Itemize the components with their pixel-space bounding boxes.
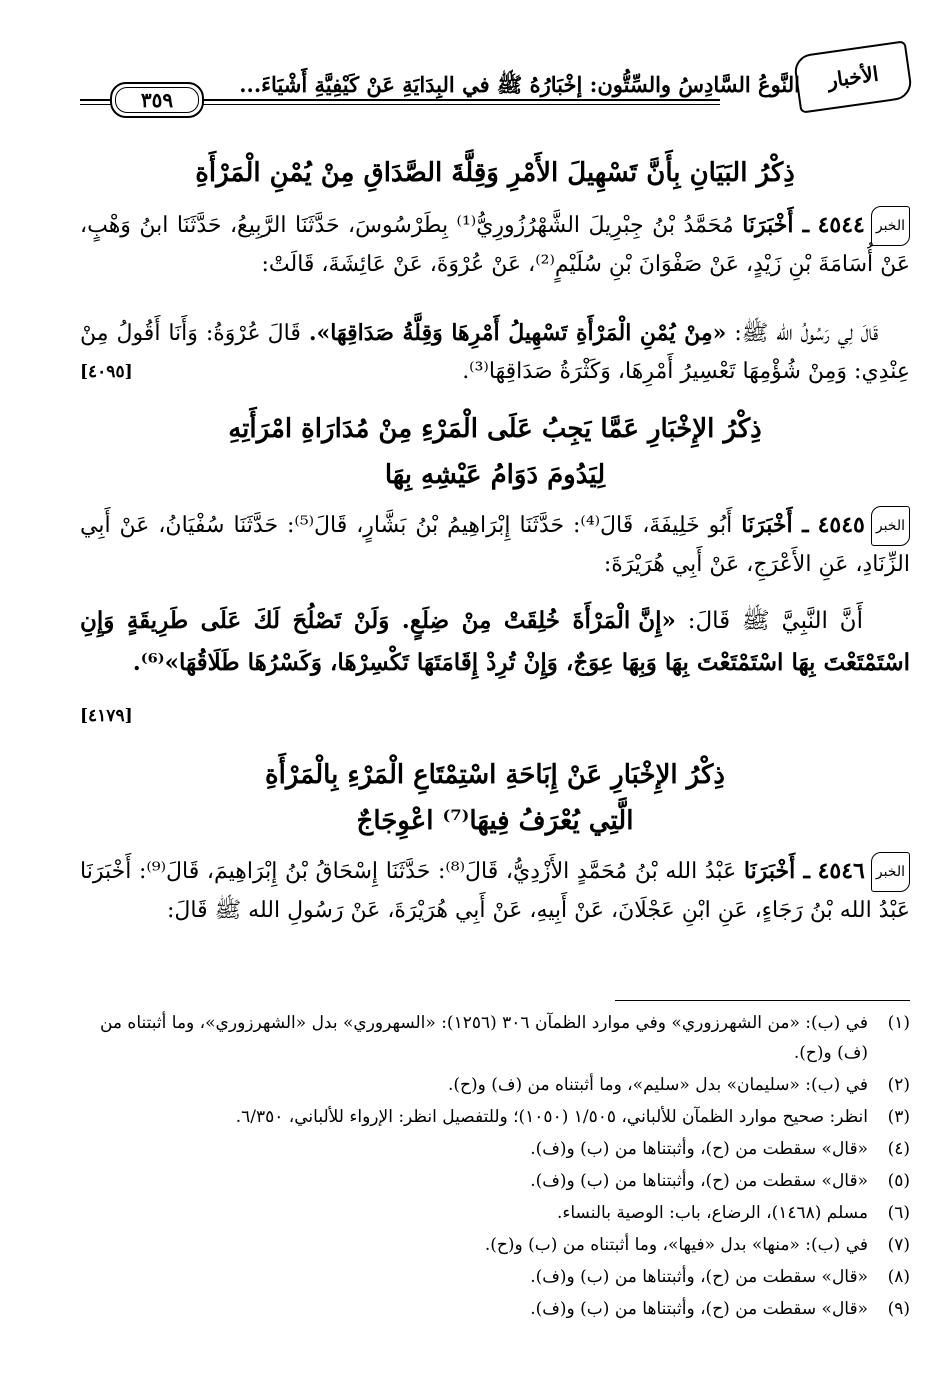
footnote-text: في (ب): «سليمان» بدل «سليم»، وما أثبتناه من (ف) و(ح).: [447, 1075, 868, 1095]
footnote-separator: [615, 1000, 910, 1001]
matn-intro: قَالَ لِي رَسُولُ الله ﷺ:: [734, 321, 879, 346]
hadith-number: ٤٥٤٥: [817, 512, 865, 538]
footnote-text: في (ب): «منها» بدل «فيها»، وما أثبتناه من (ب) و(ح).: [484, 1235, 868, 1255]
footnote: [80, 1262, 910, 1292]
footnote-number: (٦): [887, 1203, 910, 1223]
hadith-marker: الخبر: [871, 506, 910, 546]
hadith-number: ٤٥٤٤: [817, 212, 865, 238]
matn-comment: قَالَ عُرْوَةُ: وَأَنَا أَقُولُ مِنْ عِنْدِي: وَمِنْ شُؤْمِهَا تَعْسِيرُ أَمْرِهَا، وَكَثْرَةُ صَدَاقِهَا⁽³⁾.: [80, 321, 910, 384]
isnad: مُحَمَّدُ بْنُ جِبْرِيلَ الشَّهْرُزُورِيُّ⁽¹⁾ بِطَرْسُوسَ، حَدَّثَنَا الرَّبِيعُ، حَدَّثَنَا ابنُ وَهْبٍ، عَنْ أُسَامَةَ بْنِ زَيْدٍ، عَنْ صَفْوَانَ بْنِ سُلَيْمٍ⁽²⁾، عَنْ عُرْوَةَ، عَنْ عَائِشَةَ، قَالَتْ:: [80, 213, 910, 277]
footnote: [80, 1294, 910, 1324]
footnote: [80, 1008, 910, 1068]
footnote-text: «قال» سقطت من (ح)، وأثبتناها من (ب) و(ف).: [530, 1299, 868, 1319]
hadith-block: [80, 206, 910, 284]
matn-block: [80, 314, 910, 391]
footnote-text: في (ب): «من الشهرزوري» وفي موارد الظمآن ٣٠٦ (١٢٥٦): «السهروري» بدل «الشهرزوري»، وما أثبتناه من (ف) و(ح).: [99, 1013, 868, 1063]
hadith-marker: الخبر: [871, 206, 910, 246]
section-heading-line2: لِيَدُومَ دَوَامُ عَيْشِهِ بِهَا: [384, 460, 606, 490]
hadith-block: [80, 506, 910, 584]
akhbarana: ـ أَخْبَرَنَا: [743, 858, 810, 884]
footnote: [80, 1102, 910, 1132]
chapter-badge: [793, 40, 914, 113]
section-heading: ذِكْرُ الإِخْبَارِ عَمَّا يَجِبُ عَلَى الْمَرْءِ مِنْ مُدَارَاةِ امْرَأَتِهِ: [228, 414, 762, 444]
hadith-marker: الخبر: [871, 852, 910, 892]
footnote-number: (١): [887, 1013, 910, 1033]
akhbarana: ـ أَخْبَرَنَا: [741, 512, 809, 538]
matn-block: [80, 600, 910, 684]
section-heading: ذِكْرُ البَيَانِ بِأَنَّ تَسْهِيلَ الأَمْرِ وَقِلَّةَ الصَّدَاقِ مِنْ يُمْنِ الْمَرْأَةِ: [195, 158, 795, 188]
hadith-block: [80, 852, 910, 930]
footnote-number: (٢): [887, 1075, 910, 1095]
footnote-number: (٤): [887, 1139, 910, 1159]
matn-text: «مِنْ يُمْنِ الْمَرْأَةِ تَسْهِيلُ أَمْرِهَا وَقِلَّةُ صَدَاقِهَا».: [308, 320, 727, 346]
footnote-number: (٣): [887, 1107, 910, 1127]
akhbarana: ـ أَخْبَرَنَا: [742, 212, 810, 238]
footnote: [80, 1198, 910, 1228]
matn-text: «إِنَّ الْمَرْأَةَ خُلِقَتْ مِنْ ضِلَعٍ. وَلَنْ تَصْلُحَ لَكَ عَلَى طَرِيقَةٍ وَإِنِ اسْتَمْتَعْتَ بِهَا اسْتَمْتَعْتَ بِهَا وَبِهَا عِوَجٌ، وَإِنْ تُرِدْ إِقَامَتَهَا تَكْسِرْهَا، وَكَسْرُهَا طَلَاقُهَا»⁽⁶⁾.: [80, 607, 910, 676]
footnote: [80, 1070, 910, 1100]
running-title: النَّوعُ السَّادِسُ والسِّتُّون: إخْبَارُهُ ﷺ في البِدَايَةِ عَنْ كَيْفِيَّةِ أَشْيَاءَ...: [239, 72, 800, 97]
footnote-number: (٧): [887, 1235, 910, 1255]
section-heading: ذِكْرُ الإِخْبَارِ عَنْ إِبَاحَةِ اسْتِمْتَاعِ الْمَرْءِ بِالْمَرْأَةِ: [265, 760, 725, 790]
footnote-text: «قال» سقطت من (ح)، وأثبتناها من (ب) و(ف).: [530, 1267, 868, 1287]
cross-reference: [٤٠٩٥]: [80, 362, 133, 382]
page-number: ٣٥٩: [140, 88, 174, 112]
section-heading-line2: الَّتِي يُعْرَفُ فِيهَا⁽⁷⁾ اعْوِجَاجٌ: [356, 806, 634, 836]
footnote-text: «قال» سقطت من (ح)، وأثبتناها من (ب) و(ف).: [530, 1139, 868, 1159]
footnote-text: انظر: صحيح موارد الظمآن للألباني، ١/٥٠٥ (١٠٥٠)؛ وللتفصيل انظر: الإرواء للألباني، ٦/٣٥٠.: [235, 1107, 868, 1127]
footnote-number: (٨): [887, 1267, 910, 1287]
page-number-frame: [110, 82, 204, 118]
footnote-number: (٩): [887, 1299, 910, 1319]
isnad: عَبْدُ الله بْنُ مُحَمَّدٍ الأَزْدِيُّ، قَالَ⁽⁸⁾: حَدَّثَنَا إِسْحَاقُ بْنُ إِبْرَاهِيمَ، قَالَ⁽⁹⁾: أَخْبَرَنَا عَبْدُ الله بْنُ رَجَاءٍ، عَنِ ابْنِ عَجْلَانَ، عَنْ أَبِيهِ، عَنْ أَبِي هُرَيْرَةَ، عَنْ رَسُولِ الله ﷺ قَالَ:: [80, 859, 910, 923]
cross-reference: [٤١٧٩]: [80, 706, 133, 726]
hadith-number: ٤٥٤٦: [817, 858, 865, 884]
footnote: [80, 1166, 910, 1196]
footnote-text: «قال» سقطت من (ح)، وأثبتناها من (ب) و(ف).: [530, 1171, 868, 1191]
footnotes: [80, 1008, 910, 1326]
footnote-text: مسلم (١٤٦٨)، الرضاع، باب: الوصية بالنساء.: [556, 1203, 868, 1223]
chapter-badge-label: الأخبار: [826, 61, 880, 93]
matn-intro: أَنَّ النَّبِيَّ ﷺ قَالَ:: [687, 608, 863, 634]
footnote: [80, 1134, 910, 1164]
footnote: [80, 1230, 910, 1260]
page-header: [80, 38, 910, 112]
isnad: أَبُو خَلِيفَةَ، قَالَ⁽⁴⁾: حَدَّثَنَا إِبْرَاهِيمُ بْنُ بَشَّارٍ، قَالَ⁽⁵⁾: حَدَّثَنَا سُفْيَانُ، عَنْ أَبِي الزِّنَادِ، عَنِ الأَعْرَجِ، عَنْ أَبِي هُرَيْرَةَ:: [80, 513, 910, 577]
footnote-number: (٥): [887, 1171, 910, 1191]
